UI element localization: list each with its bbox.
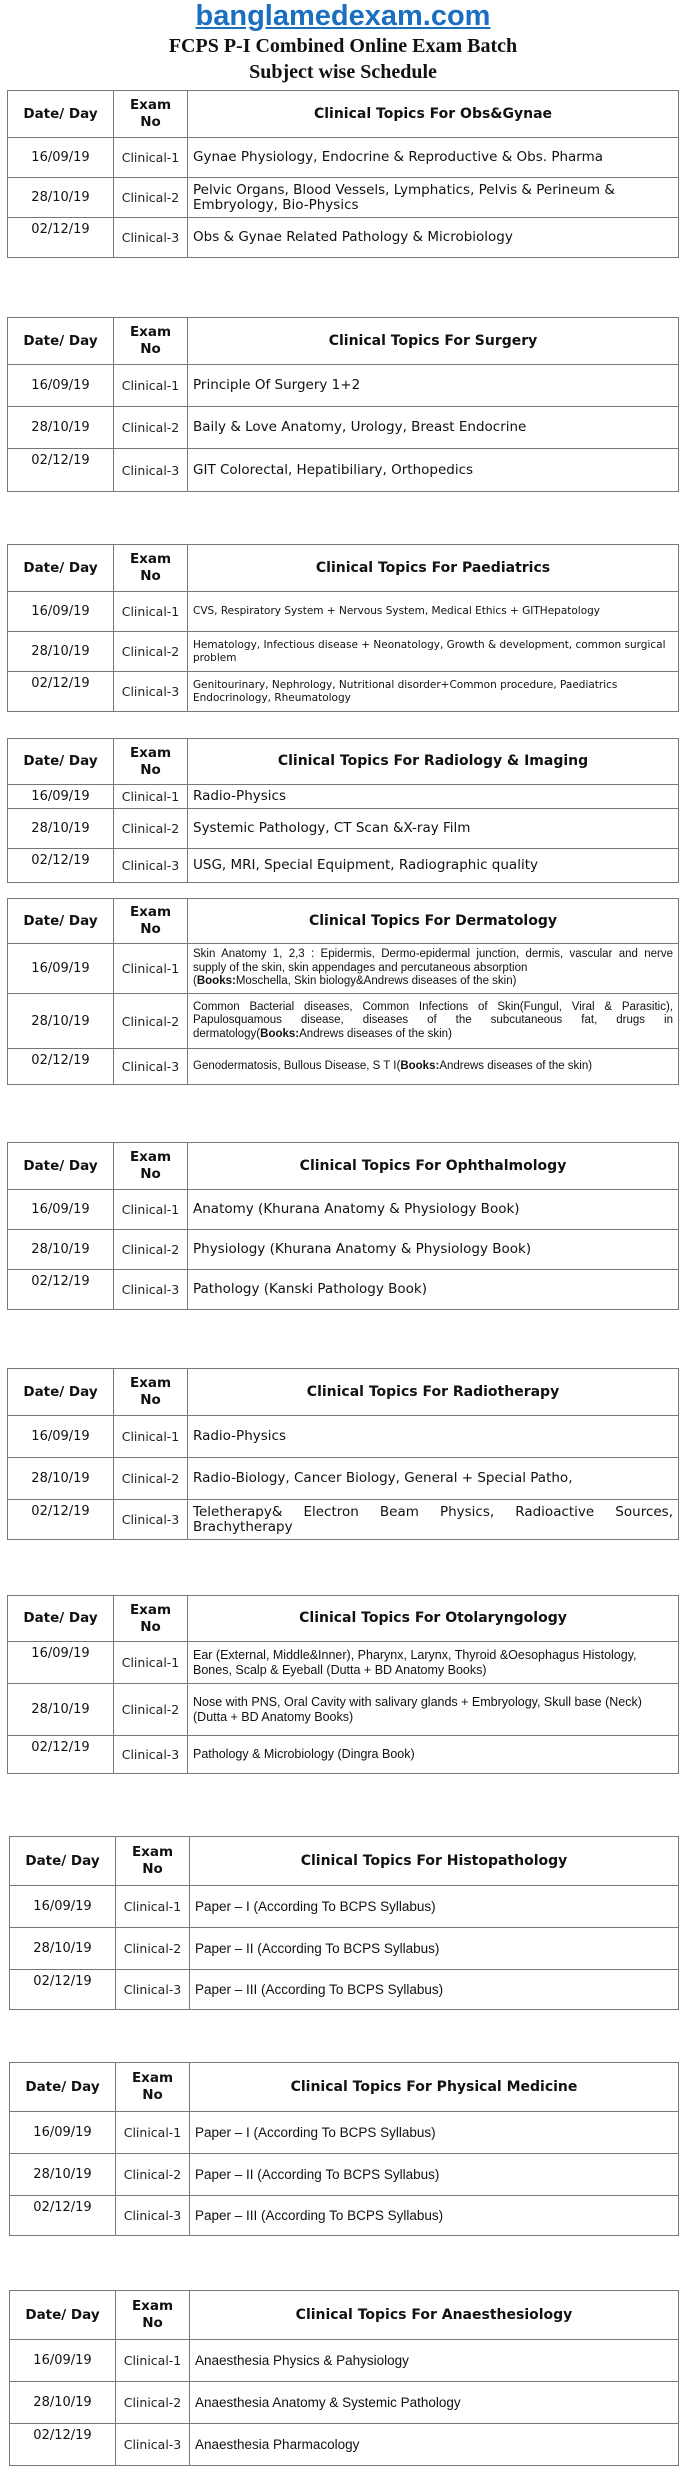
- exam-cell: Clinical-1: [116, 2112, 190, 2154]
- subject-header: Clinical Topics For Anaesthesiology: [190, 2291, 679, 2340]
- exam-cell: Clinical-1: [114, 592, 188, 632]
- exam-cell: Clinical-1: [114, 1416, 188, 1458]
- topic-cell: Physiology (Khurana Anatomy & Physiology Book): [188, 1230, 679, 1270]
- date-cell: 02/12/19: [8, 1500, 114, 1540]
- exam-cell: Clinical-1: [116, 1886, 190, 1928]
- exam-column-header: Exam No: [114, 899, 188, 944]
- topic-cell: Systemic Pathology, CT Scan &X-ray Film: [188, 809, 679, 849]
- date-cell: 16/09/19: [8, 944, 114, 994]
- table-row: [8, 632, 679, 672]
- table-row: [8, 1500, 679, 1540]
- schedule-table-radiology: [7, 738, 679, 883]
- schedule-table-obs-gynae: [7, 90, 679, 258]
- date-column-header: Date/ Day: [10, 2063, 116, 2112]
- table-row: [8, 592, 679, 632]
- table-row: [8, 1190, 679, 1230]
- date-column-header: Date/ Day: [8, 739, 114, 785]
- date-cell: 28/10/19: [10, 2382, 116, 2424]
- exam-cell: Clinical-2: [116, 2154, 190, 2196]
- table-row: [10, 2382, 679, 2424]
- date-column-header: Date/ Day: [8, 91, 114, 138]
- date-column-header: Date/ Day: [8, 1369, 114, 1416]
- table-row: [8, 138, 679, 178]
- date-cell: 28/10/19: [8, 809, 114, 849]
- table-row: [10, 2196, 679, 2236]
- page-title: FCPS P-I Combined Online Exam Batch: [168, 35, 518, 57]
- topic-cell: Obs & Gynae Related Pathology & Microbiology: [188, 218, 679, 258]
- schedule-table-surgery: [7, 317, 679, 492]
- site-link[interactable]: banglamedexam.com: [195, 0, 491, 32]
- date-cell: 02/12/19: [10, 1970, 116, 2010]
- date-cell: 28/10/19: [10, 1928, 116, 1970]
- subject-header: Clinical Topics For Paediatrics: [188, 545, 679, 592]
- table-row: [8, 1230, 679, 1270]
- date-cell: 28/10/19: [8, 407, 114, 449]
- topic-cell: Anaesthesia Pharmacology: [190, 2424, 679, 2466]
- topic-cell: Common Bacterial diseases, Common Infections of Skin(Fungul, Viral & Parasitic), Papulosquamous disease, diseases of the subcutaneous fat, drugs in dermatology(Books:Andrews diseases of the skin): [188, 994, 679, 1049]
- topic-cell: GIT Colorectal, Hepatibiliary, Orthopedics: [188, 449, 679, 492]
- schedule-table-paediatrics: [7, 544, 679, 712]
- table-row: [10, 1928, 679, 1970]
- table-row: [10, 1886, 679, 1928]
- topic-cell: Hematology, Infectious disease + Neonatology, Growth & development, common surgical problem: [188, 632, 679, 672]
- date-cell: 02/12/19: [8, 672, 114, 712]
- date-cell: 28/10/19: [8, 994, 114, 1049]
- date-cell: 02/12/19: [8, 218, 114, 258]
- exam-cell: Clinical-1: [114, 365, 188, 407]
- exam-cell: Clinical-1: [114, 1190, 188, 1230]
- topic-cell: Gynae Physiology, Endocrine & Reproductive & Obs. Pharma: [188, 138, 679, 178]
- exam-cell: Clinical-2: [114, 1684, 188, 1736]
- exam-cell: Clinical-1: [114, 138, 188, 178]
- subject-header: Clinical Topics For Obs&Gynae: [188, 91, 679, 138]
- table-row: [10, 2340, 679, 2382]
- schedule-table-anaesthesiology: [9, 2290, 679, 2466]
- date-cell: 02/12/19: [8, 1736, 114, 1774]
- table-row: [8, 849, 679, 883]
- topic-cell: Radio-Biology, Cancer Biology, General + Special Patho,: [188, 1458, 679, 1500]
- table-row: [8, 809, 679, 849]
- date-cell: 28/10/19: [8, 632, 114, 672]
- topic-cell: Paper – I (According To BCPS Syllabus): [190, 2112, 679, 2154]
- topic-cell: Pelvic Organs, Blood Vessels, Lymphatics, Pelvis & Perineum & Embryology, Bio-Physics: [188, 178, 679, 218]
- table-row: [8, 1049, 679, 1085]
- subject-header: Clinical Topics For Ophthalmology: [188, 1143, 679, 1190]
- exam-cell: Clinical-3: [114, 1736, 188, 1774]
- topic-cell: Principle Of Surgery 1+2: [188, 365, 679, 407]
- table-row: [8, 1458, 679, 1500]
- exam-cell: Clinical-1: [114, 1642, 188, 1684]
- date-cell: 16/09/19: [8, 365, 114, 407]
- exam-column-header: Exam No: [114, 1596, 188, 1642]
- exam-cell: Clinical-3: [114, 1500, 188, 1540]
- date-cell: 02/12/19: [8, 1049, 114, 1085]
- exam-cell: Clinical-2: [114, 178, 188, 218]
- topic-cell: Paper – II (According To BCPS Syllabus): [190, 2154, 679, 2196]
- subject-header: Clinical Topics For Radiology & Imaging: [188, 739, 679, 785]
- topic-cell: Genodermatosis, Bullous Disease, S T I(Books:Andrews diseases of the skin): [188, 1049, 679, 1085]
- table-row: [8, 785, 679, 809]
- exam-column-header: Exam No: [116, 1837, 190, 1886]
- date-cell: 16/09/19: [10, 2340, 116, 2382]
- date-column-header: Date/ Day: [8, 1143, 114, 1190]
- exam-cell: Clinical-3: [116, 2424, 190, 2466]
- subject-header: Clinical Topics For Dermatology: [188, 899, 679, 944]
- topic-cell: Paper – I (According To BCPS Syllabus): [190, 1886, 679, 1928]
- exam-cell: Clinical-3: [116, 2196, 190, 2236]
- date-cell: 02/12/19: [10, 2424, 116, 2466]
- topic-cell: Baily & Love Anatomy, Urology, Breast Endocrine: [188, 407, 679, 449]
- exam-cell: Clinical-3: [116, 1970, 190, 2010]
- subject-header: Clinical Topics For Physical Medicine: [190, 2063, 679, 2112]
- exam-cell: Clinical-1: [114, 785, 188, 809]
- topic-cell: Anaesthesia Anatomy & Systemic Pathology: [190, 2382, 679, 2424]
- date-cell: 02/12/19: [8, 849, 114, 883]
- date-column-header: Date/ Day: [8, 899, 114, 944]
- date-column-header: Date/ Day: [8, 545, 114, 592]
- table-row: [8, 944, 679, 994]
- topic-cell: Anaesthesia Physics & Pahysiology: [190, 2340, 679, 2382]
- table-row: [8, 1416, 679, 1458]
- date-cell: 02/12/19: [8, 449, 114, 492]
- date-column-header: Date/ Day: [8, 318, 114, 365]
- date-cell: 02/12/19: [10, 2196, 116, 2236]
- topic-cell: Anatomy (Khurana Anatomy & Physiology Book): [188, 1190, 679, 1230]
- date-cell: 16/09/19: [8, 1190, 114, 1230]
- date-cell: 28/10/19: [8, 1684, 114, 1736]
- date-cell: 28/10/19: [8, 178, 114, 218]
- topic-cell: USG, MRI, Special Equipment, Radiographic quality: [188, 849, 679, 883]
- date-cell: 28/10/19: [8, 1458, 114, 1500]
- table-row: [8, 178, 679, 218]
- schedule-table-otolaryngology: [7, 1595, 679, 1774]
- exam-cell: Clinical-3: [114, 1270, 188, 1310]
- exam-cell: Clinical-2: [114, 1458, 188, 1500]
- topic-cell: Ear (External, Middle&Inner), Pharynx, Larynx, Thyroid &Oesophagus Histology, Bones, Scalp & Eyeball (Dutta + BD Anatomy Books): [188, 1642, 679, 1684]
- exam-cell: Clinical-3: [114, 218, 188, 258]
- table-row: [8, 1270, 679, 1310]
- table-row: [10, 2424, 679, 2466]
- exam-column-header: Exam No: [114, 545, 188, 592]
- exam-column-header: Exam No: [116, 2291, 190, 2340]
- topic-cell: Pathology & Microbiology (Dingra Book): [188, 1736, 679, 1774]
- subject-header: Clinical Topics For Surgery: [188, 318, 679, 365]
- topic-cell: Paper – III (According To BCPS Syllabus): [190, 1970, 679, 2010]
- exam-column-header: Exam No: [114, 1369, 188, 1416]
- table-row: [10, 2154, 679, 2196]
- topic-cell: Teletherapy& Electron Beam Physics, Radioactive Sources, Brachytherapy: [188, 1500, 679, 1540]
- table-row: [8, 218, 679, 258]
- exam-cell: Clinical-2: [116, 2382, 190, 2424]
- date-cell: 16/09/19: [8, 592, 114, 632]
- topic-cell: Paper – III (According To BCPS Syllabus): [190, 2196, 679, 2236]
- schedule-table-histopathology: [9, 1836, 679, 2010]
- date-cell: 16/09/19: [8, 785, 114, 809]
- topic-cell: CVS, Respiratory System + Nervous System, Medical Ethics + GITHepatology: [188, 592, 679, 632]
- table-row: [8, 449, 679, 492]
- exam-column-header: Exam No: [114, 91, 188, 138]
- date-cell: 28/10/19: [8, 1230, 114, 1270]
- exam-cell: Clinical-3: [114, 849, 188, 883]
- subject-header: Clinical Topics For Radiotherapy: [188, 1369, 679, 1416]
- date-column-header: Date/ Day: [10, 2291, 116, 2340]
- exam-cell: Clinical-2: [114, 994, 188, 1049]
- date-column-header: Date/ Day: [8, 1596, 114, 1642]
- topic-cell: Pathology (Kanski Pathology Book): [188, 1270, 679, 1310]
- topic-cell: Radio-Physics: [188, 785, 679, 809]
- exam-column-header: Exam No: [114, 318, 188, 365]
- exam-cell: Clinical-3: [114, 449, 188, 492]
- subject-header: Clinical Topics For Otolaryngology: [188, 1596, 679, 1642]
- exam-column-header: Exam No: [116, 2063, 190, 2112]
- exam-cell: Clinical-1: [116, 2340, 190, 2382]
- exam-column-header: Exam No: [114, 739, 188, 785]
- topic-cell: Radio-Physics: [188, 1416, 679, 1458]
- table-row: [8, 365, 679, 407]
- table-row: [8, 672, 679, 712]
- table-row: [8, 994, 679, 1049]
- exam-cell: Clinical-2: [116, 1928, 190, 1970]
- topic-cell: Skin Anatomy 1, 2,3 : Epidermis, Dermo-epidermal junction, dermis, vascular and nerve supply of the skin, skin appendages and percutaneous absorption (Books:Moschella, Skin biology&Andrews diseases of the skin): [188, 944, 679, 994]
- date-cell: 28/10/19: [10, 2154, 116, 2196]
- topic-cell: Nose with PNS, Oral Cavity with salivary glands + Embryology, Skull base (Neck) (Dutta + BD Anatomy Books): [188, 1684, 679, 1736]
- subject-header: Clinical Topics For Histopathology: [190, 1837, 679, 1886]
- exam-column-header: Exam No: [114, 1143, 188, 1190]
- topic-cell: Paper – II (According To BCPS Syllabus): [190, 1928, 679, 1970]
- table-row: [8, 1736, 679, 1774]
- table-row: [8, 1642, 679, 1684]
- exam-cell: Clinical-2: [114, 407, 188, 449]
- exam-cell: Clinical-2: [114, 632, 188, 672]
- schedule-table-physical-medicine: [9, 2062, 679, 2236]
- table-row: [10, 1970, 679, 2010]
- schedule-table-dermatology: [7, 898, 679, 1085]
- date-cell: 16/09/19: [10, 1886, 116, 1928]
- exam-cell: Clinical-2: [114, 809, 188, 849]
- date-cell: 16/09/19: [10, 2112, 116, 2154]
- date-cell: 02/12/19: [8, 1270, 114, 1310]
- date-cell: 16/09/19: [8, 138, 114, 178]
- exam-cell: Clinical-1: [114, 944, 188, 994]
- date-cell: 16/09/19: [8, 1416, 114, 1458]
- page-subtitle: Subject wise Schedule: [249, 61, 437, 83]
- topic-cell: Genitourinary, Nephrology, Nutritional disorder+Common procedure, Paediatrics Endocrinology, Rheumatology: [188, 672, 679, 712]
- table-row: [8, 407, 679, 449]
- schedule-table-radiotherapy: [7, 1368, 679, 1540]
- exam-cell: Clinical-2: [114, 1230, 188, 1270]
- exam-cell: Clinical-3: [114, 1049, 188, 1085]
- date-cell: 16/09/19: [8, 1642, 114, 1684]
- exam-cell: Clinical-3: [114, 672, 188, 712]
- table-row: [8, 1684, 679, 1736]
- table-row: [10, 2112, 679, 2154]
- schedule-table-ophthalmology: [7, 1142, 679, 1310]
- date-column-header: Date/ Day: [10, 1837, 116, 1886]
